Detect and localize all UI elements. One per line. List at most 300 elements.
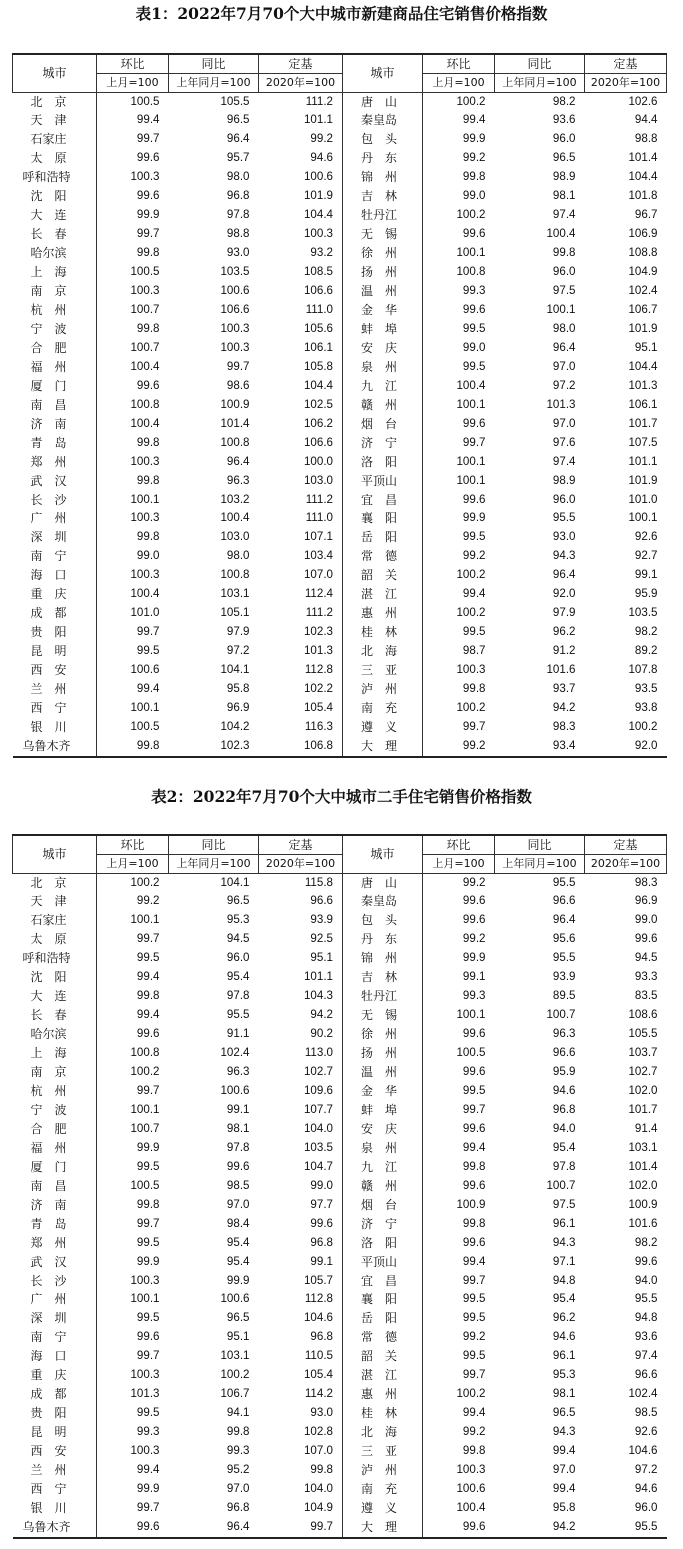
mom-value: 99.9 [136, 1482, 160, 1495]
table-row [13, 301, 667, 320]
mom-value: 99.8 [136, 989, 160, 1003]
base-value: 111.0 [259, 509, 343, 528]
mom-value: 99.7 [136, 132, 160, 146]
mom-value: 99.4 [462, 587, 486, 601]
mom-value: 99.5 [136, 1311, 160, 1325]
base-value: 98.2 [634, 1235, 658, 1249]
city-name: 安 庆 [343, 339, 423, 358]
mom-value: 99.2 [423, 737, 495, 757]
city-name: 福 州 [13, 1139, 97, 1158]
base-value: 116.3 [259, 718, 343, 737]
city-name: 大 连 [13, 206, 97, 225]
city-name: 呼和浩特 [13, 168, 97, 187]
city-name: 北 京 [13, 873, 97, 892]
city-name: 合 肥 [13, 1120, 97, 1139]
table-row [13, 892, 667, 911]
city-name: 济 宁 [343, 434, 423, 453]
yoy-value: 98.0 [226, 549, 250, 563]
city-name: 锦 州 [343, 949, 423, 968]
city-name: 成 都 [13, 604, 97, 623]
mom-value: 99.1 [462, 970, 486, 984]
yoy-value: 106.7 [220, 1387, 250, 1401]
yoy-value: 95.5 [552, 951, 576, 965]
mom-value: 100.1 [130, 1102, 160, 1116]
yoy-value: 96.0 [552, 132, 576, 146]
base-value: 94.6 [259, 149, 343, 168]
base-value: 106.8 [259, 737, 343, 757]
yoy-value: 98.6 [226, 378, 250, 392]
base-value: 108.6 [628, 1008, 658, 1022]
yoy-value: 100.6 [220, 284, 250, 298]
yoy-value: 94.3 [552, 1235, 576, 1249]
base-value: 112.8 [259, 1290, 343, 1309]
mom-value: 99.7 [136, 1216, 160, 1230]
city-name: 无 锡 [343, 225, 423, 244]
city-name: 西 安 [13, 1442, 97, 1461]
yoy-value: 98.1 [552, 1387, 576, 1401]
table-row [13, 187, 667, 206]
mom-value: 99.6 [423, 1518, 495, 1538]
base-value: 108.8 [628, 246, 658, 260]
yoy-value: 96.4 [552, 340, 576, 354]
mom-value: 99.7 [136, 1083, 160, 1097]
city-name: 泉 州 [343, 358, 423, 377]
mom-value: 99.6 [136, 189, 160, 203]
city-name: 青 岛 [13, 1215, 97, 1234]
yoy-value: 96.8 [226, 1500, 250, 1514]
mom-value: 99.5 [136, 1235, 160, 1249]
city-name: 天 津 [13, 892, 97, 911]
mom-value: 99.7 [462, 1368, 486, 1382]
mom-value: 99.6 [136, 1330, 160, 1344]
mom-value: 99.4 [462, 1254, 486, 1268]
base-value: 103.5 [259, 1139, 343, 1158]
mom-value: 100.4 [130, 587, 160, 601]
city-name: 海 口 [13, 1347, 97, 1366]
city-name: 温 州 [343, 1063, 423, 1082]
yoy-value: 95.4 [552, 1292, 576, 1306]
base-subheader: 2020年=100 [585, 74, 667, 93]
base-value: 115.8 [259, 873, 343, 892]
mom-value: 99.5 [462, 321, 486, 335]
yoy-value: 94.8 [552, 1273, 576, 1287]
mom-value: 99.4 [136, 1008, 160, 1022]
base-value: 103.7 [628, 1046, 658, 1060]
mom-value: 99.0 [462, 340, 486, 354]
base-value: 101.1 [259, 968, 343, 987]
base-value: 97.2 [634, 1463, 658, 1477]
yoy-value: 94.3 [552, 549, 576, 563]
yoy-value: 97.0 [552, 416, 576, 430]
mom-value: 100.3 [130, 284, 160, 298]
table-row [13, 680, 667, 699]
base-value: 104.6 [259, 1309, 343, 1328]
table-row [13, 1196, 667, 1215]
mom-value: 100.6 [130, 663, 160, 677]
table2-title: 表2：2022年7月70个大中城市二手住宅销售价格指数 [151, 787, 532, 806]
mom-value: 100.4 [456, 378, 486, 392]
base-value: 105.8 [259, 358, 343, 377]
city-name: 长 春 [13, 1006, 97, 1025]
yoy-value: 95.5 [552, 875, 576, 889]
base-value: 95.1 [634, 340, 658, 354]
yoy-value: 99.7 [226, 359, 250, 373]
yoy-value: 94.0 [552, 1121, 576, 1135]
base-value: 102.3 [259, 623, 343, 642]
base-value: 96.7 [634, 208, 658, 222]
base-value: 90.2 [259, 1025, 343, 1044]
table-row [13, 434, 667, 453]
mom-value: 100.6 [456, 1482, 486, 1495]
table-row [13, 1461, 667, 1480]
city-name: 海 口 [13, 566, 97, 585]
table-row [13, 718, 667, 737]
yoy-header: 同比 [495, 54, 585, 74]
city-name: 哈尔滨 [13, 1025, 97, 1044]
city-name: 遵 义 [343, 1499, 423, 1518]
base-value: 99.7 [259, 1518, 343, 1538]
yoy-value: 96.3 [226, 473, 250, 487]
yoy-value: 92.0 [552, 587, 576, 601]
yoy-header: 同比 [169, 54, 259, 74]
base-value: 99.1 [634, 568, 658, 582]
city-name: 遵 义 [343, 718, 423, 737]
mom-value: 99.6 [462, 913, 486, 927]
base-subheader: 2020年=100 [259, 855, 343, 874]
yoy-value: 96.5 [552, 1406, 576, 1420]
mom-header: 环比 [97, 835, 169, 855]
mom-value: 99.7 [462, 435, 486, 449]
base-value: 83.5 [634, 989, 658, 1003]
base-value: 105.4 [259, 699, 343, 718]
table-row [13, 737, 667, 757]
yoy-value: 96.0 [226, 951, 250, 965]
yoy-value: 100.8 [220, 568, 250, 582]
base-value: 94.4 [634, 113, 658, 127]
mom-value: 99.5 [462, 1292, 486, 1306]
yoy-value: 96.9 [226, 701, 250, 714]
city-name: 赣 州 [343, 1177, 423, 1196]
yoy-subheader: 上年同月=100 [169, 855, 259, 874]
base-value: 111.2 [259, 92, 343, 111]
yoy-value: 96.2 [552, 1311, 576, 1325]
yoy-value: 95.4 [226, 970, 250, 984]
table-row [13, 1518, 667, 1538]
city-header: 城市 [343, 54, 423, 92]
base-value: 94.8 [634, 1311, 658, 1325]
base-value: 93.9 [259, 911, 343, 930]
mom-header: 环比 [423, 835, 495, 855]
table1-title: 表1：2022年7月70个大中城市新建商品住宅销售价格指数 [135, 4, 548, 23]
base-value: 104.4 [259, 206, 343, 225]
yoy-value: 95.2 [226, 1463, 250, 1477]
city-name: 杭 州 [13, 1082, 97, 1101]
table-row [13, 585, 667, 604]
base-value: 102.4 [628, 1387, 658, 1401]
mom-value: 99.7 [136, 1349, 160, 1363]
table-row [13, 1006, 667, 1025]
mom-value: 100.2 [130, 875, 160, 889]
city-name: 昆 明 [13, 1423, 97, 1442]
base-value: 104.4 [628, 359, 658, 373]
city-name: 合 肥 [13, 339, 97, 358]
yoy-value: 94.6 [552, 1330, 576, 1344]
base-value: 94.6 [634, 1482, 658, 1495]
city-name: 洛 阳 [343, 453, 423, 472]
yoy-value: 98.5 [226, 1178, 250, 1192]
yoy-value: 105.1 [220, 606, 250, 620]
city-name: 厦 门 [13, 1158, 97, 1177]
table-row [13, 491, 667, 510]
city-name: 常 德 [343, 547, 423, 566]
city-name: 丹 东 [343, 149, 423, 168]
city-name: 徐 州 [343, 244, 423, 263]
yoy-value: 96.1 [552, 1349, 576, 1363]
city-name: 南 昌 [13, 396, 97, 415]
mom-value: 99.9 [136, 208, 160, 222]
yoy-value: 99.4 [552, 1482, 576, 1495]
table-row [13, 949, 667, 968]
table-row [13, 547, 667, 566]
base-value: 92.6 [634, 1425, 658, 1439]
city-name: 三 亚 [343, 1442, 423, 1461]
mom-value: 99.7 [136, 1500, 160, 1514]
mom-value: 100.1 [130, 701, 160, 714]
mom-value: 100.9 [456, 1197, 486, 1211]
city-name: 泸 州 [343, 1461, 423, 1480]
yoy-value: 100.6 [220, 1292, 250, 1306]
yoy-value: 97.1 [552, 1254, 576, 1268]
city-name: 襄 阳 [343, 1290, 423, 1309]
city-name: 南 宁 [13, 1328, 97, 1347]
base-value: 107.7 [259, 1101, 343, 1120]
yoy-value: 96.6 [552, 894, 576, 908]
base-value: 100.9 [628, 1197, 658, 1211]
base-header: 定基 [259, 54, 343, 74]
base-value: 108.5 [259, 263, 343, 282]
yoy-value: 95.1 [226, 1330, 250, 1344]
base-value: 102.0 [628, 1083, 658, 1097]
city-name: 南 京 [13, 1063, 97, 1082]
yoy-value: 98.9 [552, 170, 576, 184]
yoy-value: 96.5 [226, 113, 250, 127]
mom-value: 99.6 [97, 1518, 169, 1538]
mom-value: 99.4 [136, 113, 160, 127]
table-row [13, 930, 667, 949]
table-row [13, 358, 667, 377]
mom-value: 100.4 [130, 359, 160, 373]
city-name: 丹 东 [343, 930, 423, 949]
table-row [13, 92, 667, 111]
yoy-value: 102.3 [169, 737, 259, 757]
yoy-value: 104.2 [220, 719, 250, 733]
table-row [13, 1442, 667, 1461]
base-value: 106.1 [259, 339, 343, 358]
table-row [13, 1272, 667, 1291]
city-name: 贵 阳 [13, 1404, 97, 1423]
base-subheader: 2020年=100 [259, 74, 343, 93]
base-value: 95.9 [634, 587, 658, 601]
mom-value: 100.3 [130, 568, 160, 582]
base-value: 99.6 [259, 1215, 343, 1234]
mom-value: 100.8 [130, 1046, 160, 1060]
mom-value: 99.7 [136, 625, 160, 639]
mom-value: 99.6 [462, 302, 486, 316]
base-value: 97.7 [259, 1196, 343, 1215]
yoy-value: 94.2 [552, 701, 576, 714]
base-value: 102.8 [259, 1423, 343, 1442]
table-row [13, 509, 667, 528]
mom-value: 100.1 [130, 913, 160, 927]
mom-value: 99.6 [462, 416, 486, 430]
table-row [13, 111, 667, 130]
city-name: 西 安 [13, 661, 97, 680]
city-name: 南 充 [343, 699, 423, 718]
yoy-value: 100.2 [220, 1368, 250, 1382]
yoy-value: 95.7 [226, 151, 250, 165]
mom-value: 100.5 [456, 1046, 486, 1060]
base-value: 104.9 [628, 265, 658, 279]
city-name: 济 宁 [343, 1215, 423, 1234]
mom-value: 100.2 [456, 701, 486, 714]
yoy-value: 96.5 [552, 151, 576, 165]
mom-value: 100.3 [130, 1368, 160, 1382]
mom-value: 99.2 [462, 151, 486, 165]
mom-value: 100.8 [130, 397, 160, 411]
city-name: 锦 州 [343, 168, 423, 187]
city-name: 扬 州 [343, 263, 423, 282]
base-value: 95.5 [585, 1518, 667, 1538]
base-value: 104.4 [259, 377, 343, 396]
yoy-value: 106.6 [220, 302, 250, 316]
base-value: 96.6 [259, 892, 343, 911]
table-row [13, 263, 667, 282]
table-row [13, 244, 667, 263]
mom-value: 100.5 [130, 94, 160, 108]
yoy-subheader: 上年同月=100 [169, 74, 259, 93]
mom-value: 100.1 [130, 1292, 160, 1306]
yoy-value: 98.3 [552, 719, 576, 733]
city-name: 沈 阳 [13, 187, 97, 206]
base-value: 100.3 [259, 225, 343, 244]
mom-subheader: 上月=100 [423, 74, 495, 93]
mom-value: 99.6 [462, 1235, 486, 1249]
mom-value: 99.6 [462, 227, 486, 241]
table-row [13, 1404, 667, 1423]
mom-value: 99.6 [462, 1065, 486, 1079]
base-value: 99.6 [634, 1254, 658, 1268]
mom-value: 99.6 [136, 151, 160, 165]
base-value: 102.5 [259, 396, 343, 415]
base-value: 92.5 [259, 930, 343, 949]
mom-value: 99.5 [136, 1159, 160, 1173]
yoy-header: 同比 [495, 835, 585, 855]
table1-new-homes [12, 53, 667, 758]
city-name: 金 华 [343, 301, 423, 320]
yoy-subheader: 上年同月=100 [495, 74, 585, 93]
base-value: 93.2 [259, 244, 343, 263]
base-value: 95.5 [634, 1292, 658, 1306]
mom-value: 100.3 [456, 663, 486, 677]
base-value: 110.5 [259, 1347, 343, 1366]
base-value: 100.1 [628, 511, 658, 525]
yoy-value: 96.2 [552, 625, 576, 639]
yoy-value: 100.3 [220, 321, 250, 335]
base-value: 101.4 [628, 1159, 658, 1173]
base-value: 94.2 [259, 1006, 343, 1025]
base-value: 96.8 [259, 1328, 343, 1347]
base-value: 104.0 [259, 1480, 343, 1499]
mom-value: 99.3 [462, 284, 486, 298]
mom-value: 99.5 [462, 1311, 486, 1325]
mom-value: 99.8 [136, 530, 160, 544]
city-name: 兰 州 [13, 1461, 97, 1480]
mom-value: 99.8 [136, 435, 160, 449]
base-value: 99.0 [634, 913, 658, 927]
city-name: 九 江 [343, 1158, 423, 1177]
base-value: 114.2 [259, 1385, 343, 1404]
base-value: 93.8 [634, 701, 658, 714]
city-name: 济 南 [13, 1196, 97, 1215]
city-name: 长 沙 [13, 491, 97, 510]
base-value: 95.1 [259, 949, 343, 968]
mom-value: 99.5 [462, 1083, 486, 1097]
mom-value: 99.8 [462, 170, 486, 184]
city-name: 蚌 埠 [343, 1101, 423, 1120]
table-row [13, 1328, 667, 1347]
yoy-value: 93.6 [552, 113, 576, 127]
yoy-value: 95.8 [226, 682, 250, 696]
yoy-value: 100.8 [220, 435, 250, 449]
city-name: 兰 州 [13, 680, 97, 699]
city-name: 金 华 [343, 1082, 423, 1101]
city-name: 泉 州 [343, 1139, 423, 1158]
mom-value: 101.3 [130, 1387, 160, 1401]
yoy-value: 98.9 [552, 473, 576, 487]
city-name: 韶 关 [343, 566, 423, 585]
mom-value: 100.7 [130, 302, 160, 316]
yoy-value: 95.3 [226, 913, 250, 927]
base-value: 100.0 [259, 453, 343, 472]
yoy-value: 99.3 [226, 1444, 250, 1458]
yoy-value: 99.8 [226, 1425, 250, 1439]
base-value: 106.6 [259, 434, 343, 453]
yoy-value: 93.7 [552, 682, 576, 696]
yoy-value: 95.3 [552, 1368, 576, 1382]
base-header: 定基 [585, 835, 667, 855]
base-value: 92.0 [585, 737, 667, 757]
base-value: 102.0 [628, 1178, 658, 1192]
city-name: 徐 州 [343, 1025, 423, 1044]
city-name: 大 理 [343, 737, 423, 757]
city-name: 南 昌 [13, 1177, 97, 1196]
yoy-value: 98.1 [552, 189, 576, 203]
mom-header: 环比 [97, 54, 169, 74]
base-value: 99.0 [259, 1177, 343, 1196]
yoy-value: 100.4 [220, 511, 250, 525]
city-name: 长 沙 [13, 1272, 97, 1291]
table-row [13, 396, 667, 415]
mom-value: 99.4 [136, 682, 160, 696]
base-value: 104.0 [259, 1120, 343, 1139]
mom-value: 99.7 [136, 227, 160, 241]
mom-value: 99.5 [462, 625, 486, 639]
city-name: 乌鲁木齐 [13, 737, 97, 757]
yoy-value: 97.5 [552, 1197, 576, 1211]
mom-value: 99.8 [136, 473, 160, 487]
yoy-value: 93.0 [552, 530, 576, 544]
table-row [13, 320, 667, 339]
